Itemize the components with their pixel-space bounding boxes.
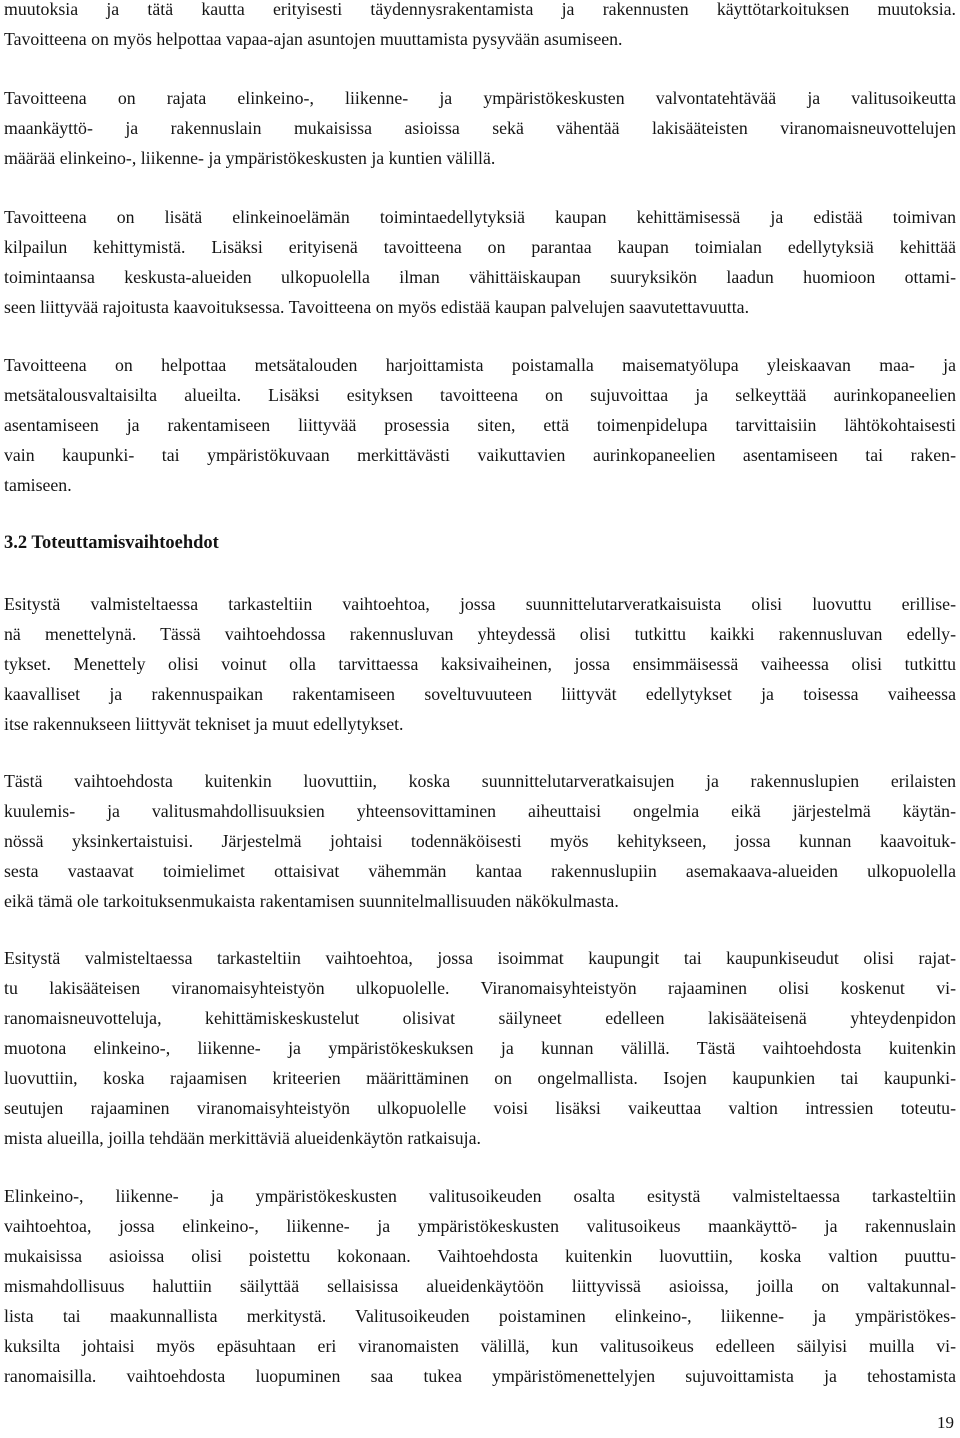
paragraph-1 [4, 83, 956, 173]
paragraph-4 [4, 589, 956, 739]
text-line: luovuttiin, koska rajaamisen kriteerien määrittäminen on ongelmallista. Isojen kaupunkien tai kaupunki- [4, 1068, 956, 1088]
text-line: vaihtoehtoa, jossa elinkeino-, liikenne- ja ympäristökeskusten valitusoikeus maankäyttö- ja rakennuslain [4, 1216, 956, 1236]
text-line: Elinkeino-, liikenne- ja ympäristökeskusten valitusoikeuden osalta esitystä valmisteltaessa tarkasteltiin [4, 1186, 956, 1206]
paragraph-6 [4, 943, 956, 1153]
text-line: itse rakennukseen liittyvät tekniset ja muut edellytykset. [4, 714, 404, 734]
text-line: tykset. Menettely olisi voinut olla tarvittaessa kaksivaiheinen, jossa ensimmäisessä vaiheessa olisi tutkittu [4, 654, 956, 674]
intro-paragraph [4, 0, 956, 54]
text-line: mukaisissa asioissa olisi poistettu kokonaan. Vaihtoehdosta kuitenkin luovuttiin, koska valtion puuttu- [4, 1246, 956, 1266]
text-line: kuulemis- ja valitusmahdollisuuksien yhteensovittaminen aiheuttaisi ongelmia eikä järjestelmä käytän- [4, 801, 956, 821]
text-line: ranomaisilla. vaihtoehdosta luopuminen saa tukea ympäristömenettelyjen sujuvoittamista ja tehostamista [4, 1366, 956, 1386]
text-line: muutoksia ja tätä kautta erityisesti täydennysrakentamista ja rakennusten käyttötarkoituksen muutoksia. [4, 0, 956, 19]
text-line: eikä tämä ole tarkoituksenmukaista rakentamisen suunnitelmallisuuden näkökulmasta. [4, 891, 619, 911]
text-line: Tavoitteena on myös helpottaa vapaa-ajan asuntojen muuttamista pysyvään asumiseen. [4, 29, 623, 49]
text-line: lista tai maakunnallista merkitystä. Valitusoikeuden poistaminen elinkeino-, liikenne- ja ympäristökes- [4, 1306, 956, 1326]
text-line: metsätalousvaltaisilta alueilta. Lisäksi esityksen tavoitteena on sujuvoittaa ja selkeyttää aurinkopaneelien [4, 385, 956, 405]
paragraph-3 [4, 350, 956, 500]
text-line: sesta vastaavat toimielimet ottaisivat vähemmän kantaa rakennuslupiin asemakaava-alueiden ulkopuolella [4, 861, 956, 881]
text-line: vain kaupunki- tai ympäristökuvaan merkittävästi vaikuttavien aurinkopaneelien asentamiseen tai raken- [4, 445, 956, 465]
text-line: mismahdollisuus haluttiin säilyttää sellaisissa alueidenkäytöön liittyvissä asioissa, joilla on valtakunnal- [4, 1276, 956, 1296]
paragraph-5 [4, 766, 956, 916]
text-line: Tavoitteena on rajata elinkeino-, liikenne- ja ympäristökeskusten valvontatehtävää ja valitusoikeutta [4, 88, 956, 108]
text-line: ranomaisneuvotteluja, kehittämiskeskustelut olisivat säilyneet edelleen lakisääteisenä yhteydenpidon [4, 1008, 956, 1028]
paragraph-2 [4, 202, 956, 322]
text-line: seen liittyvää rajoitusta kaavoituksessa. Tavoitteena on myös edistää kaupan palvelujen saavutettavuutta. [4, 297, 750, 317]
text-line: Esitystä valmisteltaessa tarkasteltiin vaihtoehtoa, jossa suunnittelutarveratkaisuista olisi luovuttu erillise- [4, 594, 956, 614]
text-line: nössä yksinkertaistuisi. Järjestelmä johtaisi todennäköisesti myös kehitykseen, jossa kunnan kaavoituk- [4, 831, 956, 851]
text-line: kuksilta johtaisi myös epäsuhtaan eri viranomaisten välillä, kun valitusoikeus edelleen säilyisi muilla vi- [4, 1336, 956, 1356]
text-line: Tavoitteena on lisätä elinkeinoelämän toimintaedellytyksiä kaupan kehittämisessä ja edistää toimivan [4, 207, 956, 227]
text-line: asentamiseen ja rakentamiseen liittyvää prosessia siten, että toimenpidelupa tarvittaisiin lähtökohtaisesti [4, 415, 956, 435]
text-line: tu lakisääteisen viranomaisyhteistyön ulkopuolelle. Viranomaisyhteistyön rajaaminen olisi koskenut vi- [4, 978, 956, 998]
text-line: muotona elinkeino-, liikenne- ja ympäristökeskuksen ja kunnan välillä. Tästä vaihtoehdosta kuitenkin [4, 1038, 956, 1058]
text-line: mista alueilla, joilla tehdään merkittäviä alueidenkäytön ratkaisuja. [4, 1128, 481, 1148]
text-line: kaavalliset ja rakennuspaikan rakentamiseen soveltuvuuteen liittyvät edellytykset ja toisessa vaiheessa [4, 684, 956, 704]
text-line: Tästä vaihtoehdosta kuitenkin luovuttiin, koska suunnittelutarveratkaisujen ja rakennuslupien erilaisten [4, 771, 956, 791]
paragraph-7 [4, 1181, 956, 1391]
section-heading: 3.2 Toteuttamisvaihtoehdot [4, 533, 219, 553]
text-line: toimintaansa keskusta-alueiden ulkopuolella ilman vähittäiskaupan suuryksikön laadun huomioon ottami- [4, 267, 956, 287]
page-number: 19 [937, 1413, 954, 1432]
text-line: seutujen rajaaminen viranomaisyhteistyön ulkopuolelle voisi lisäksi vaikeuttaa valtion intressien toteutu- [4, 1098, 956, 1118]
text-line: Tavoitteena on helpottaa metsätalouden harjoittamista poistamalla maisematyölupa yleiskaavan maa- ja [4, 355, 956, 375]
text-line: määrää elinkeino-, liikenne- ja ympäristökeskusten ja kuntien välillä. [4, 148, 496, 168]
text-line: nä menettelynä. Tässä vaihtoehdossa rakennusluvan yhteydessä olisi tutkittu kaikki rakennusluvan edelly- [4, 624, 956, 644]
text-line: tamiseen. [4, 475, 72, 495]
text-line: maankäyttö- ja rakennuslain mukaisissa asioissa sekä vähentää lakisääteisten viranomaisneuvottelujen [4, 118, 956, 138]
text-line: Esitystä valmisteltaessa tarkasteltiin vaihtoehtoa, jossa isoimmat kaupungit tai kaupunkiseudut olisi rajat- [4, 948, 956, 968]
text-line: kilpailun kehittymistä. Lisäksi erityisenä tavoitteena on parantaa kaupan toimialan edellytyksiä kehittää [4, 237, 956, 257]
